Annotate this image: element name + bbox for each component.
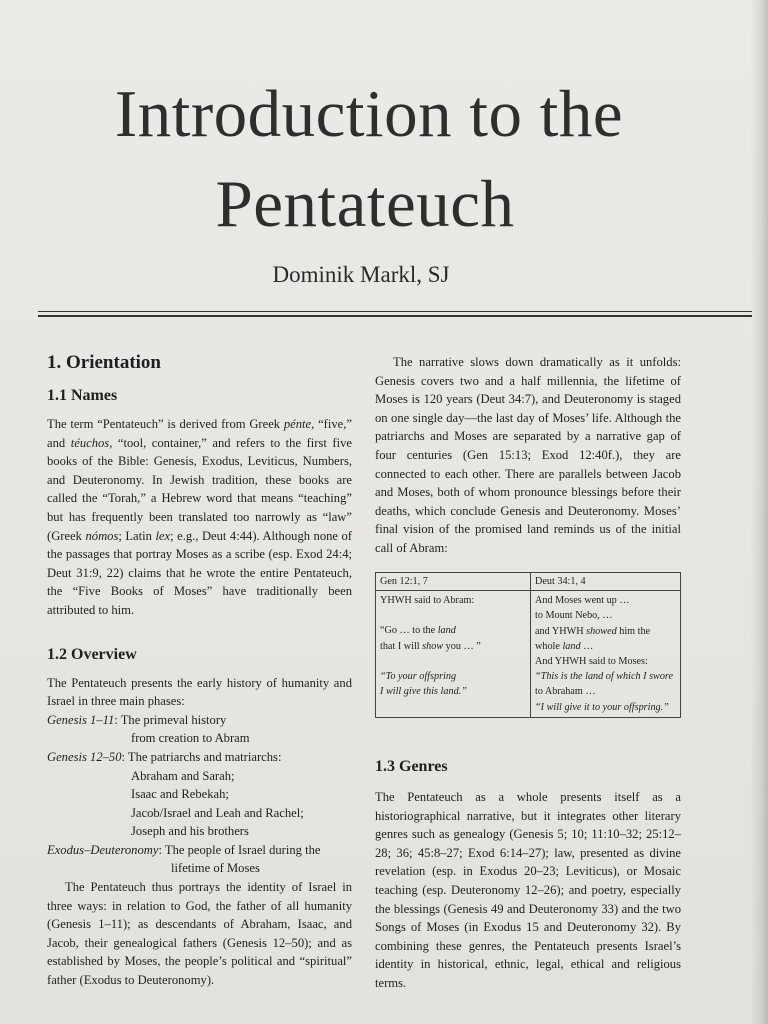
- overview-paragraph: The Pentateuch presents the early history of humanity and Israel in three main phases:: [47, 675, 352, 709]
- subsection-heading-overview: 1.2 Overview: [47, 645, 137, 663]
- author-name: Dominik Markl, SJ: [272, 262, 450, 287]
- list-item: Jacob/Israel and Leah and Rachel;: [131, 805, 304, 820]
- names-paragraph: The term “Pentateuch” is derived from Greek pénte, “five,” and téuchos, “tool, container,” and refers to the first five books of the Bible: Genesis, Exodus, Leviticus, Numbers, and Deuteronomy. In Jewish tradition, these books are called the “Torah,” a Hebrew word that means “teaching” but has frequently been translated too narrowly as “law” (Greek nómos; Latin lex; e.g., Deut 4:44). Although none of the passages that portray Moses as a scribe (esp. Exod 24:4; Deut 31:9, 22) claims that he wrote the entire Pentateuch, the “Five Books of Moses” have traditionally been attributed to him.: [47, 417, 353, 617]
- section-heading-orientation: 1. Orientation: [47, 352, 161, 373]
- table-header-deut: Deut 34:1, 4: [531, 573, 681, 591]
- subsection-heading-names: 1.1 Names: [47, 387, 118, 404]
- table-header-gen: Gen 12:1, 7: [376, 573, 531, 591]
- phase-exodus-deuteronomy: Exodus–Deuteronomy: The people of Israel during the: [47, 842, 321, 857]
- list-item: Joseph and his brothers: [131, 824, 249, 839]
- comparison-table: [375, 572, 681, 718]
- genres-paragraph: The Pentateuch as a whole presents itself as a historiographical narrative, but it integrates other literary genres such as genealogy (Genesis 5; 10; 11:10–32; 25:12–28; 36; 45:8–27; Exod 6:14–27); law, presented as divine revelation (esp. in Exodus 20–23; Leviticus), or Mosaic teaching (esp. Deuteronomy 12–26); and poetry, especially the blessings (Genesis 49 and Deuteronomy 33) and the two Songs of Moses (in Exodus 15 and Deuteronomy 32). By combining these genres, the Pentateuch presents Israel’s identity in historical, ethnic, legal, ethical and religious terms.: [375, 790, 681, 990]
- narrative-paragraph: The narrative slows down dramatically as it unfolds: Genesis covers two and a half millennia, the lifetime of Moses is 120 years (Deut 34:7), and Deuteronomy is staged on one single day—the last day of Moses’ life. Although the patriarchs and Moses are separated by a narrative gap of four centuries (Gen 15:13; Exod 12:40f.), they are connected to each other. There are parallels between Jacob and Moses, both of whom pronounce blessings before their deaths, which conclude Genesis and Deuteronomy. Moses’ final vision of the promised land reminds us of the initial call of Abram:: [375, 355, 681, 555]
- table-row: [376, 591, 681, 718]
- table-cell-genesis: YHWH said to Abram: “Go … to the land that I will show you … ” “To your offspring I will give this land.”: [376, 591, 531, 718]
- left-column: [47, 350, 352, 990]
- right-column: [375, 353, 681, 558]
- table-row: [376, 573, 681, 591]
- identity-paragraph: The Pentateuch thus portrays the identity of Israel in three ways: in relation to God, the father of all humanity (Genesis 1–11); as descendants of Abraham, Isaac, and Jacob, their genealogical fathers (Genesis 12–50); and as established by Moses, the people’s political and “spiritual” father (Exodus to Deuteronomy).: [47, 880, 352, 988]
- title-rule-thin: [38, 311, 752, 312]
- chapter-title-line-1: Introduction to the: [114, 77, 624, 151]
- chapter-title-line-2: Pentateuch: [215, 167, 515, 241]
- phase-exodus-deuteronomy-sub: lifetime of Moses: [171, 861, 260, 876]
- phases-list: [47, 711, 352, 878]
- phase-genesis-1-11: Genesis 1–11: The primeval history: [47, 712, 227, 727]
- title-rule-thick: [38, 315, 752, 317]
- right-column-genres: [375, 756, 681, 993]
- subsection-heading-genres: 1.3 Genres: [375, 758, 448, 775]
- phase-genesis-1-11-sub: from creation to Abram: [131, 731, 250, 746]
- table-cell-deuteronomy: And Moses went up … to Mount Nebo, … and YHWH showed him the whole land … And YHWH said to Moses: “This is the land of which I swore to Abraham … “I will give it to your offspring.”: [531, 591, 681, 718]
- list-item: Isaac and Rebekah;: [131, 787, 229, 802]
- page-spine-shadow: [750, 0, 768, 1024]
- list-item: Abraham and Sarah;: [131, 768, 235, 783]
- phase-genesis-12-50: Genesis 12–50: The patriarchs and matriarchs:: [47, 749, 282, 764]
